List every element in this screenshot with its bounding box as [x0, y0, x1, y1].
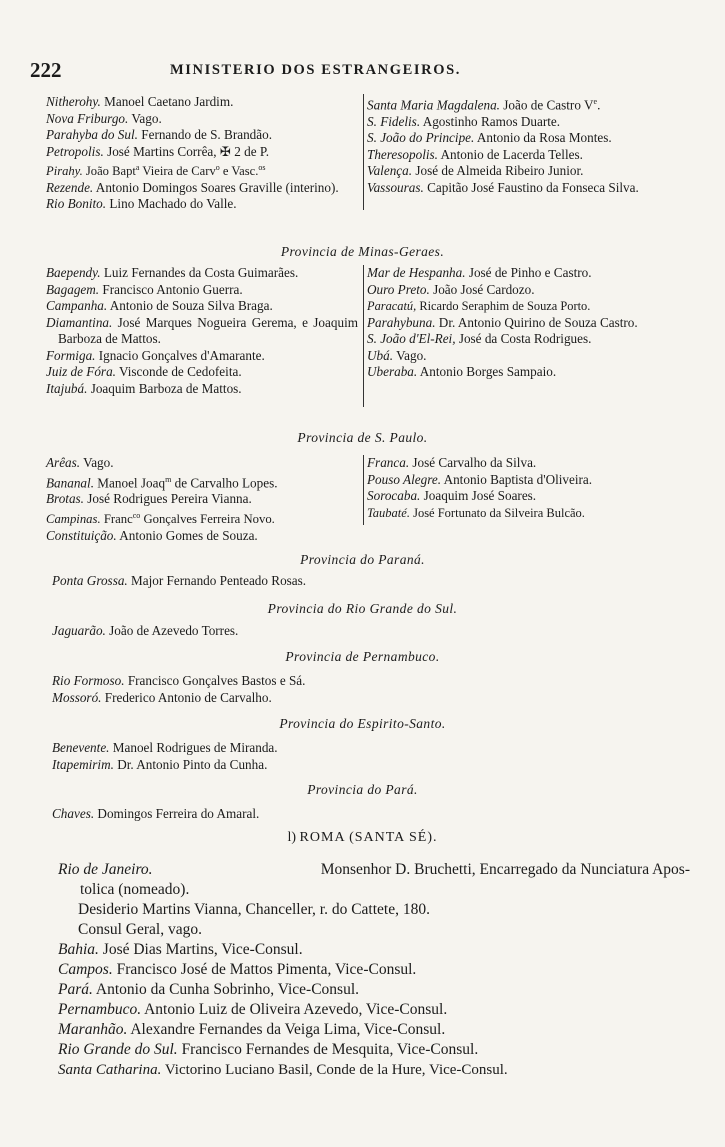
sao-paulo-right-column: [363, 455, 688, 525]
list-item: Santa Maria Magdalena. João de Castro Ve.: [367, 97, 601, 113]
list-item: Juiz de Fóra. Visconde de Cedofeita.: [46, 364, 242, 379]
list-item: Sorocaba. Joaquim José Soares.: [367, 488, 537, 503]
list-item: Jaguarão. João de Azevedo Torres.: [52, 623, 239, 638]
list-item: Ponta Grossa. Major Fernando Penteado Rosas.: [52, 573, 307, 588]
list-item: Ubá. Vago.: [367, 347, 427, 363]
list-item: Pará. Antonio da Cunha Sobrinho, Vice-Consul.: [58, 981, 360, 998]
pernambuco-block: [52, 673, 682, 706]
list-item: Uberaba. Antonio Borges Sampaio.: [367, 364, 557, 379]
list-item: Theresopolis. Antonio de Lacerda Telles.: [367, 146, 583, 162]
list-item: Nova Friburgo. Vago.: [46, 110, 162, 126]
list-item: Pouso Alegre. Antonio Baptista d'Oliveira.: [367, 471, 593, 487]
top-block-right-column: [363, 94, 688, 210]
minas-right-column: [363, 265, 688, 407]
list-item: Rezende. Antonio Domingos Soares Graville (interino).: [46, 179, 339, 195]
list-item: Ouro Preto. João José Cardozo.: [367, 281, 535, 297]
section-title-minas: Provincia de Minas-Geraes.: [280, 244, 445, 259]
list-item: Formiga. Ignacio Gonçalves d'Amarante.: [46, 347, 265, 363]
list-item: Campinas. Franc$^{co}$ Gonçalves Ferreira Novo.: [46, 510, 275, 527]
list-item: Itajubá. Joaquim Barboza de Mattos.: [46, 380, 242, 396]
list-item: Consul Geral, vago.: [78, 921, 202, 938]
list-item: Mossoró. Frederico Antonio de Carvalho.: [52, 689, 272, 705]
list-item-continuation: tolica (nomeado).: [80, 881, 190, 898]
list-item: Diamantina. José Marques Nogueira Gerema, e Joaquim Barboza de Mattos.: [46, 314, 358, 346]
list-item: Bahia. José Dias Martins, Vice-Consul.: [58, 941, 303, 958]
list-item: Mar de Hespanha. José de Pinho e Castro.: [367, 265, 592, 280]
list-item: Rio Bonito. Lino Machado do Valle.: [46, 196, 237, 212]
list-item: Itapemirim. Dr. Antonio Pinto da Cunha.: [52, 756, 268, 772]
roma-block: [58, 860, 690, 1080]
list-item: Franca. José Carvalho da Silva.: [367, 455, 537, 470]
section-title-roma: l) ROMA (SANTA SÉ).: [287, 830, 438, 845]
list-item: S. João do Principe. Antonio da Rosa Montes.: [367, 130, 612, 146]
list-item: Rio Formoso. Francisco Gonçalves Bastos e Sá.: [52, 673, 306, 688]
list-item: Vassouras. Capitão José Faustino da Fonseca Silva.: [367, 179, 639, 195]
list-item: Desiderio Martins Vianna, Chanceller, r. do Cattete, 180.: [78, 901, 430, 918]
list-item: Santa Catharina. Victorino Luciano Basil, Conde de la Hure, Vice-Consul.: [58, 1062, 508, 1078]
running-head: MINISTERIO DOS ESTRANGEIROS.: [170, 62, 461, 78]
minas-block: [46, 265, 686, 415]
list-item: Nitherohy. Manoel Caetano Jardim.: [46, 94, 234, 109]
section-title-rio-grande: Provincia do Rio Grande do Sul.: [267, 601, 458, 616]
para-block: [52, 806, 682, 823]
list-item: Petropolis. José Martins Corrêa, ✠ 2 de P.: [46, 143, 270, 159]
list-item: S. João d'El-Rei, José da Costa Rodrigues.: [367, 331, 592, 346]
list-item: Chaves. Domingos Ferreira do Amaral.: [52, 806, 260, 821]
list-item: S. Fidelis. Agostinho Ramos Duarte.: [367, 113, 561, 129]
sao-paulo-block: [46, 455, 686, 545]
page-header: [30, 58, 695, 88]
page-number: 222: [30, 58, 62, 82]
list-item: Benevente. Manoel Rodrigues de Miranda.: [52, 740, 278, 755]
rio-grande-block: [52, 623, 682, 640]
list-item: Campanha. Antonio de Souza Silva Braga.: [46, 298, 273, 313]
list-item: Pirahy. João Bapt$^a$ Vieira de Carv$^o$ e Vasc.$^{os}$: [46, 163, 266, 179]
list-item: Valença. José de Almeida Ribeiro Junior.: [367, 163, 584, 179]
list-item: Campos. Francisco José de Mattos Pimenta, Vice-Consul.: [58, 961, 417, 978]
list-item: Paracatú, Ricardo Seraphim de Souza Porto.: [367, 299, 591, 313]
list-item: Baependy. Luiz Fernandes da Costa Guimarães.: [46, 265, 299, 280]
espirito-santo-block: [52, 740, 682, 773]
section-title-sao-paulo: Provincia de S. Paulo.: [297, 430, 428, 445]
list-item: Rio de Janeiro. Monsenhor D. Bruchetti, Encarregado da Nunciatura Apos-: [58, 861, 690, 878]
list-item: Pernambuco. Antonio Luiz de Oliveira Azevedo, Vice-Consul.: [58, 1001, 448, 1018]
list-item: Bananal. Manoel Joaq$^m$ de Carvalho Lopes.: [46, 474, 278, 490]
parana-block: [52, 573, 682, 590]
section-title-para: Provincia do Pará.: [307, 782, 418, 797]
list-item: Bagagem. Francisco Antonio Guerra.: [46, 281, 243, 297]
list-item: Parahybuna. Dr. Antonio Quirino de Souza Castro.: [367, 314, 638, 330]
list-item: Parahyba do Sul. Fernando de S. Brandão.: [46, 127, 272, 142]
list-item: Taubaté. José Fortunato da Silveira Bulcão.: [367, 505, 585, 520]
top-block-left-column: [46, 94, 358, 213]
list-item: Rio Grande do Sul. Francisco Fernandes de Mesquita, Vice-Consul.: [58, 1041, 479, 1058]
sao-paulo-left-column: [46, 455, 358, 544]
list-item: Maranhão. Alexandre Fernandes da Veiga Lima, Vice-Consul.: [58, 1021, 446, 1038]
section-title-pernambuco: Provincia de Pernambuco.: [285, 649, 440, 664]
minas-left-column: [46, 265, 358, 397]
list-item: Brotas. José Rodrigues Pereira Vianna.: [46, 491, 252, 507]
top-block: [46, 94, 686, 244]
section-title-espirito-santo: Provincia do Espirito-Santo.: [279, 716, 446, 731]
section-title-parana: Provincia do Paraná.: [300, 552, 425, 567]
list-item: Constituição. Antonio Gomes de Souza.: [46, 527, 258, 543]
list-item: Arêas. Vago.: [46, 455, 114, 470]
